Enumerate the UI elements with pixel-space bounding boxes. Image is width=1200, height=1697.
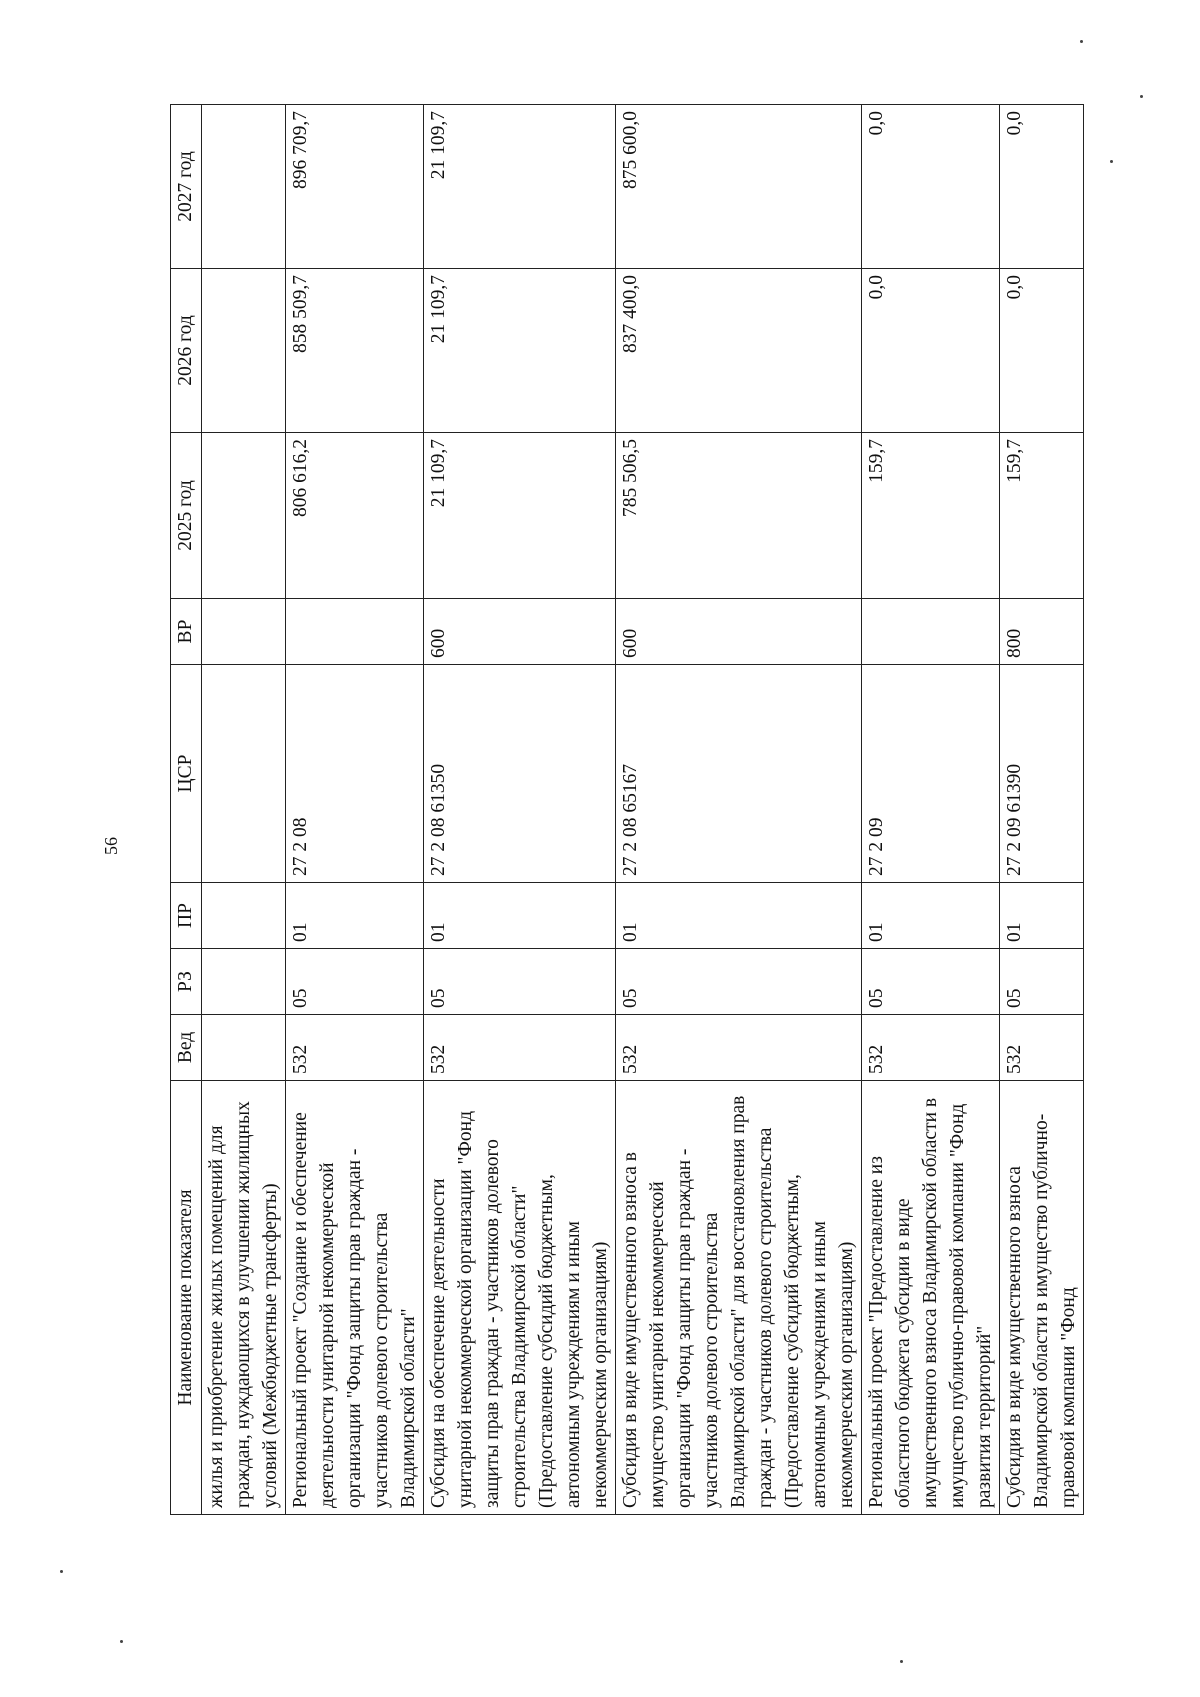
row-ved: 532 <box>1000 1015 1084 1081</box>
row-ved: 532 <box>286 1015 424 1081</box>
row-name: жилья и приобретение жилых помещений для граждан, нуждающихся в улучшении жилищных условий (Межбюджетные трансферты) <box>202 1081 286 1515</box>
row-rz: 05 <box>862 949 1000 1015</box>
row-pr: 01 <box>862 883 1000 949</box>
row-vr: 800 <box>1000 599 1084 665</box>
header-2026: 2026 год <box>171 269 202 433</box>
row-2027: 0,0 <box>1000 105 1084 269</box>
row-pr: 01 <box>424 883 616 949</box>
row-csr <box>202 665 286 883</box>
row-rz: 05 <box>1000 949 1084 1015</box>
row-pr: 01 <box>286 883 424 949</box>
row-rz <box>202 949 286 1015</box>
table-row <box>862 105 1000 1515</box>
row-2027 <box>202 105 286 269</box>
scan-speck <box>60 1570 63 1573</box>
row-csr: 27 2 08 61350 <box>424 665 616 883</box>
row-rz: 05 <box>424 949 616 1015</box>
row-name: Региональный проект "Предоставление из областного бюджета субсидии в виде имущественного взноса Владимирской области в имущество публично-правовой компании "Фонд развития территорий" <box>862 1081 1000 1515</box>
row-2026: 858 509,7 <box>286 269 424 433</box>
row-pr <box>202 883 286 949</box>
row-pr: 01 <box>1000 883 1084 949</box>
row-name: Субсидия в виде имущественного взноса Владимирской области в имущество публично-правовой компании "Фонд <box>1000 1081 1084 1515</box>
scan-speck <box>1080 40 1083 43</box>
row-ved: 532 <box>862 1015 1000 1081</box>
row-2025: 159,7 <box>1000 433 1084 599</box>
row-2027: 21 109,7 <box>424 105 616 269</box>
row-pr: 01 <box>616 883 862 949</box>
row-vr: 600 <box>616 599 862 665</box>
table-row <box>202 105 286 1515</box>
row-2027: 896 709,7 <box>286 105 424 269</box>
row-ved <box>202 1015 286 1081</box>
page-number: 56 <box>101 837 121 855</box>
scan-speck <box>900 1660 903 1663</box>
row-csr: 27 2 08 <box>286 665 424 883</box>
scan-speck <box>1140 95 1143 98</box>
table-header-row <box>171 105 202 1515</box>
header-ved: Вед <box>171 1015 202 1081</box>
row-ved: 532 <box>424 1015 616 1081</box>
header-2025: 2025 год <box>171 433 202 599</box>
row-2025: 159,7 <box>862 433 1000 599</box>
row-name: Субсидия на обеспечение деятельности унитарной некоммерческой организации "Фонд защиты прав граждан - участников долевого строительства Владимирской области" (Предоставление субсидий бюджетным, автономным учреждениям и иным некоммерческим организациям) <box>424 1081 616 1515</box>
header-csr: ЦСР <box>171 665 202 883</box>
header-2027: 2027 год <box>171 105 202 269</box>
table-row <box>286 105 424 1515</box>
row-2026: 0,0 <box>862 269 1000 433</box>
row-name: Региональный проект "Создание и обеспечение деятельности унитарной некоммерческой организации "Фонд защиты прав граждан - участников долевого строительства Владимирской области" <box>286 1081 424 1515</box>
row-vr <box>286 599 424 665</box>
row-2025: 806 616,2 <box>286 433 424 599</box>
table-row <box>424 105 616 1515</box>
row-2026 <box>202 269 286 433</box>
row-vr: 600 <box>424 599 616 665</box>
header-vr: ВР <box>171 599 202 665</box>
row-csr: 27 2 09 61390 <box>1000 665 1084 883</box>
row-vr <box>202 599 286 665</box>
row-csr: 27 2 09 <box>862 665 1000 883</box>
header-pr: ПР <box>171 883 202 949</box>
row-name: Субсидия в виде имущественного взноса в имущество унитарной некоммерческой организации "Фонд защиты прав граждан - участников долевого строительства Владимирской области" для восстановления прав граждан - участников долевого строительства (Предоставление субсидий бюджетным, автономным учреждениям и иным некоммерческим организациям) <box>616 1081 862 1515</box>
row-2025 <box>202 433 286 599</box>
row-2025: 21 109,7 <box>424 433 616 599</box>
scan-speck <box>120 1640 123 1643</box>
table-row <box>616 105 862 1515</box>
row-rz: 05 <box>286 949 424 1015</box>
table-row <box>1000 105 1084 1515</box>
row-2027: 875 600,0 <box>616 105 862 269</box>
row-2026: 837 400,0 <box>616 269 862 433</box>
budget-table <box>170 104 1084 1515</box>
scan-speck <box>1110 160 1113 163</box>
row-2025: 785 506,5 <box>616 433 862 599</box>
header-name: Наименование показателя <box>171 1081 202 1515</box>
rotated-table-container <box>170 105 1110 1515</box>
row-2026: 0,0 <box>1000 269 1084 433</box>
header-rz: РЗ <box>171 949 202 1015</box>
row-rz: 05 <box>616 949 862 1015</box>
row-ved: 532 <box>616 1015 862 1081</box>
row-2027: 0,0 <box>862 105 1000 269</box>
row-csr: 27 2 08 65167 <box>616 665 862 883</box>
row-vr <box>862 599 1000 665</box>
row-2026: 21 109,7 <box>424 269 616 433</box>
